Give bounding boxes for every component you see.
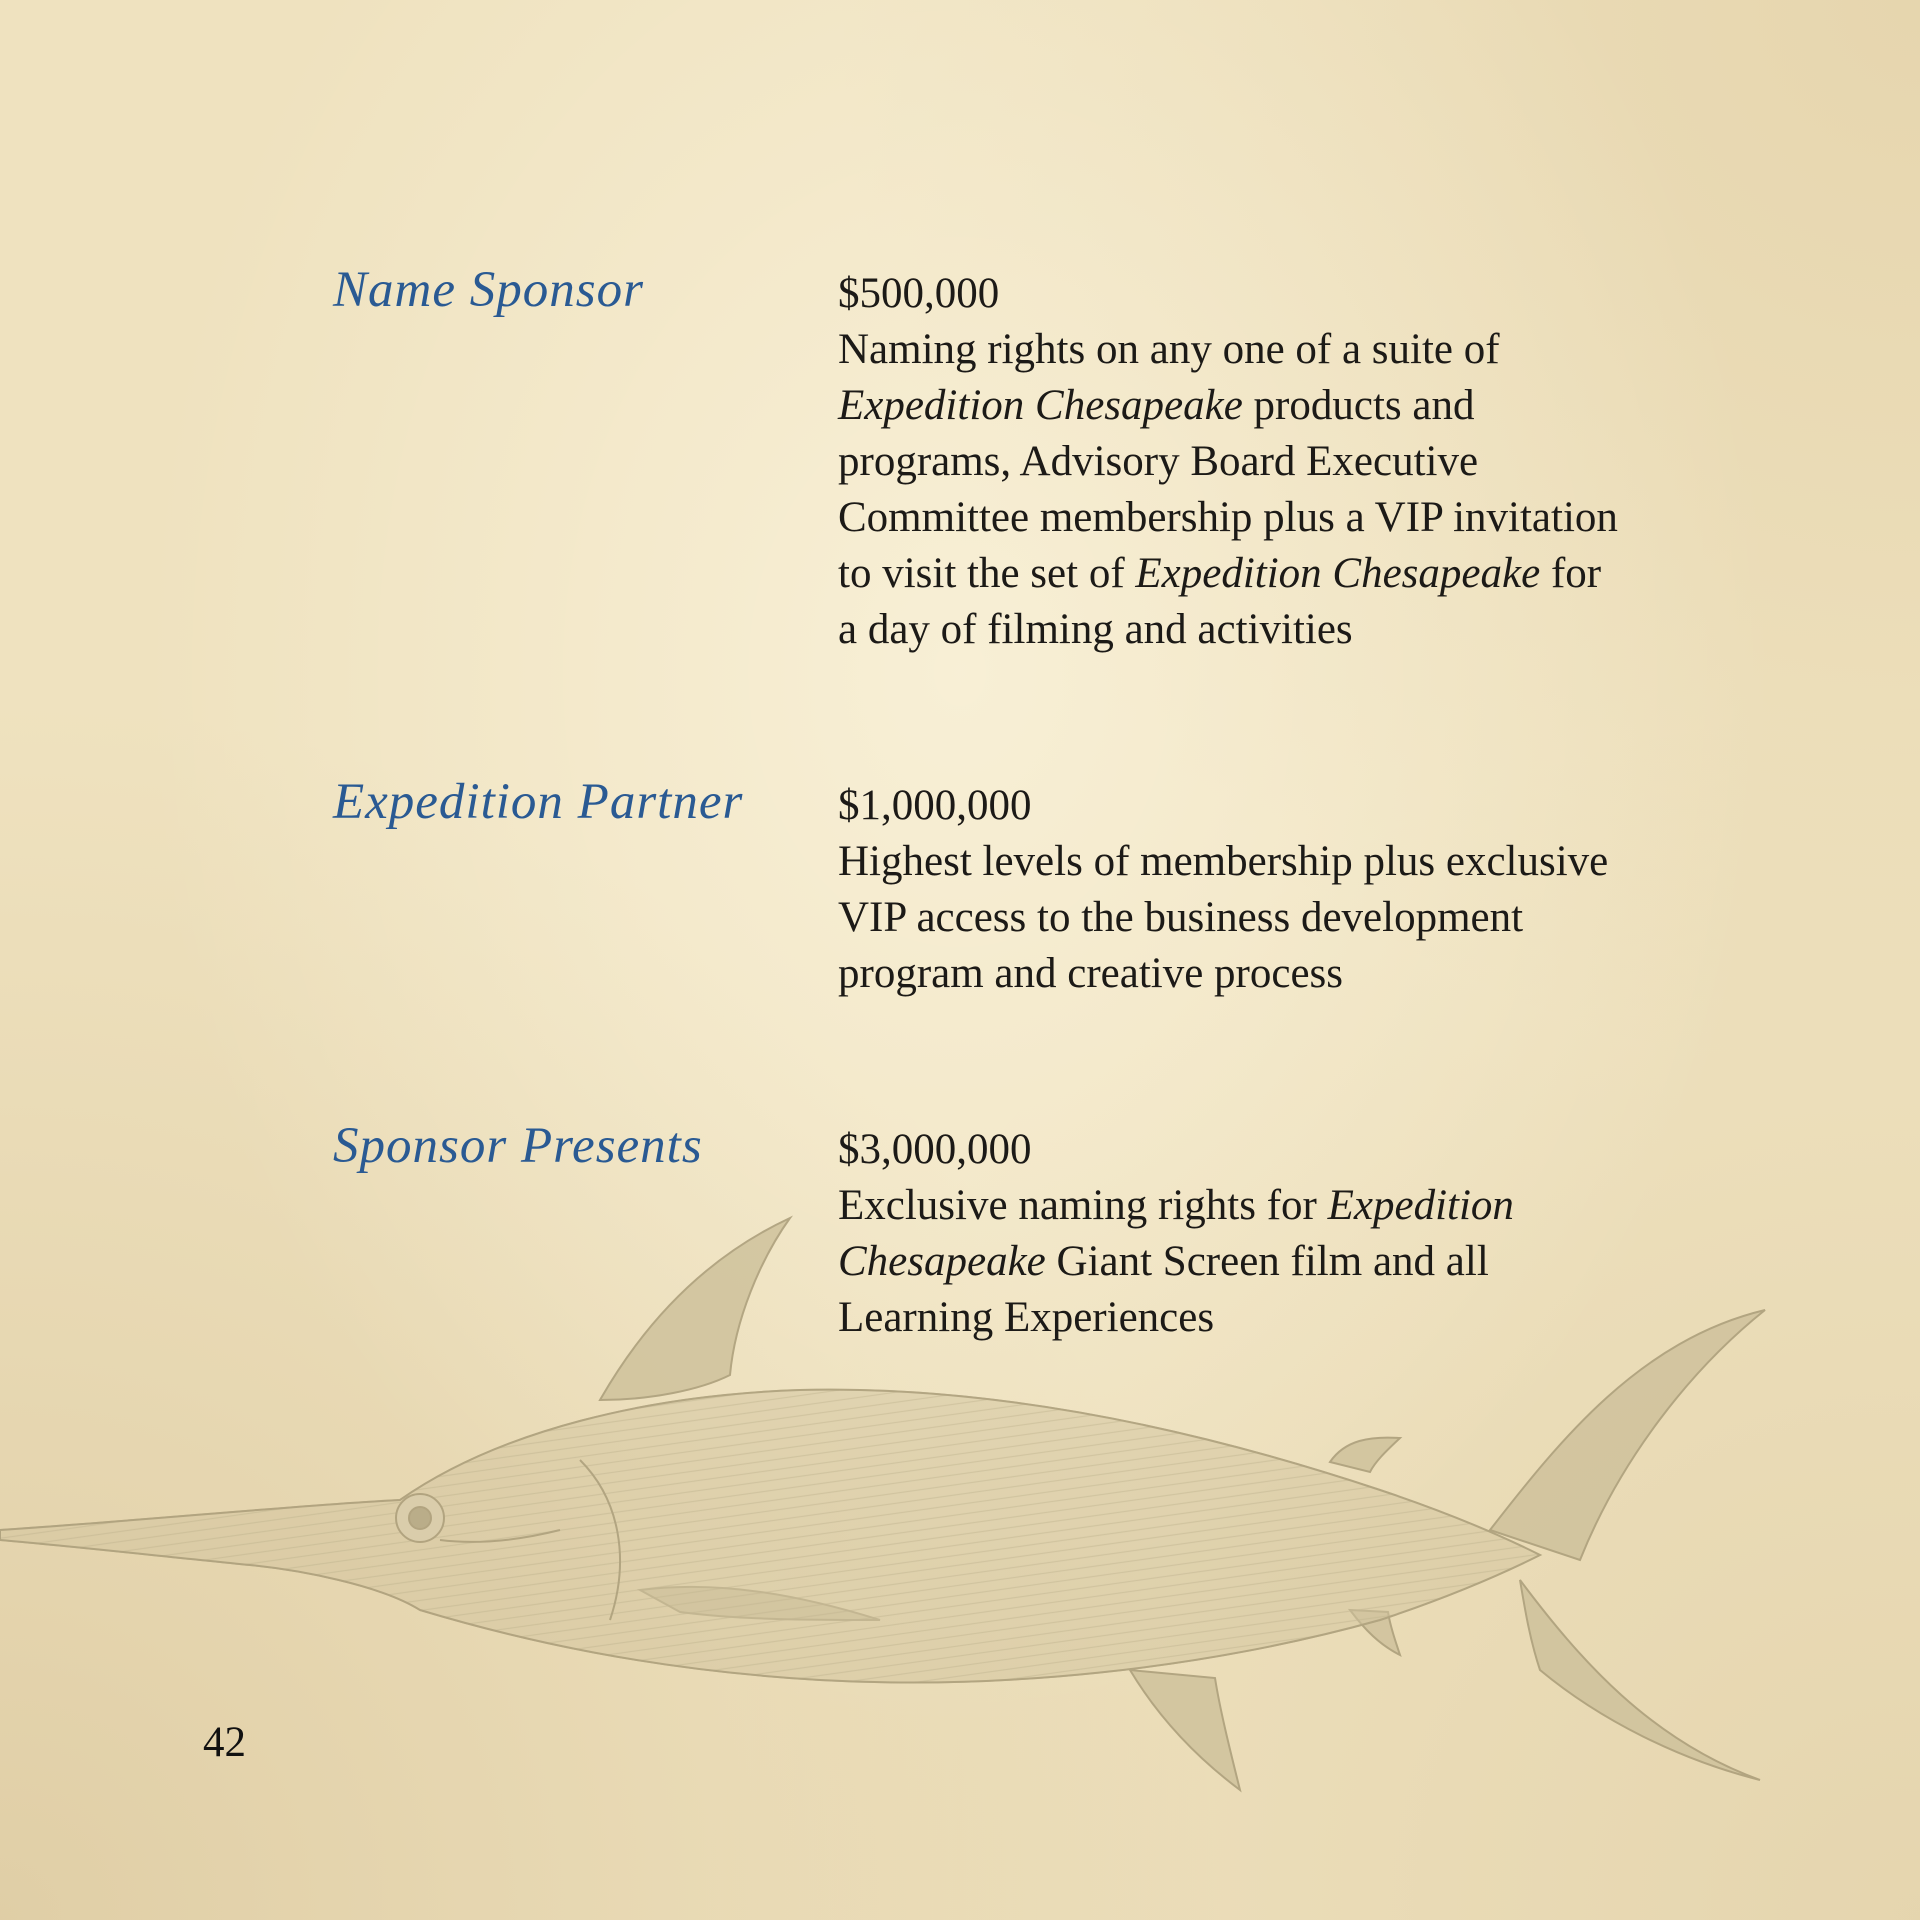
italic-title: Expedition Chesapeake	[838, 1182, 1514, 1285]
tier-amount: $1,000,000	[838, 782, 1032, 829]
tier-amount: $3,000,000	[838, 1126, 1032, 1173]
tier-details	[838, 266, 1618, 658]
tier-title: Sponsor Presents	[333, 1118, 703, 1174]
page-number: 42	[203, 1719, 246, 1766]
tier-details	[838, 778, 1618, 1002]
description-text: Naming rights on any one of a suite of	[838, 326, 1500, 373]
description-text: products and programs, Advisory Board Executive Committee membership plus a VIP invitation to visit the set of	[838, 382, 1618, 597]
description-text: Highest levels of membership plus exclusive VIP access to the business development program and creative process	[838, 838, 1609, 997]
tier-description	[838, 322, 1618, 658]
tier-title: Name Sponsor	[333, 262, 644, 318]
tier-title: Expedition Partner	[333, 774, 744, 830]
tier-amount: $500,000	[838, 270, 1000, 317]
tier-details	[838, 1122, 1618, 1346]
tier-description	[838, 834, 1618, 1002]
tier-description	[838, 1178, 1618, 1346]
description-text: Exclusive naming rights for	[838, 1182, 1328, 1229]
description-text: for a day of filming and activities	[838, 550, 1602, 653]
italic-title: Expedition Chesapeake	[838, 382, 1243, 429]
italic-title: Expedition Chesapeake	[1135, 550, 1541, 597]
description-text: Giant Screen film and all Learning Experiences	[838, 1238, 1489, 1341]
